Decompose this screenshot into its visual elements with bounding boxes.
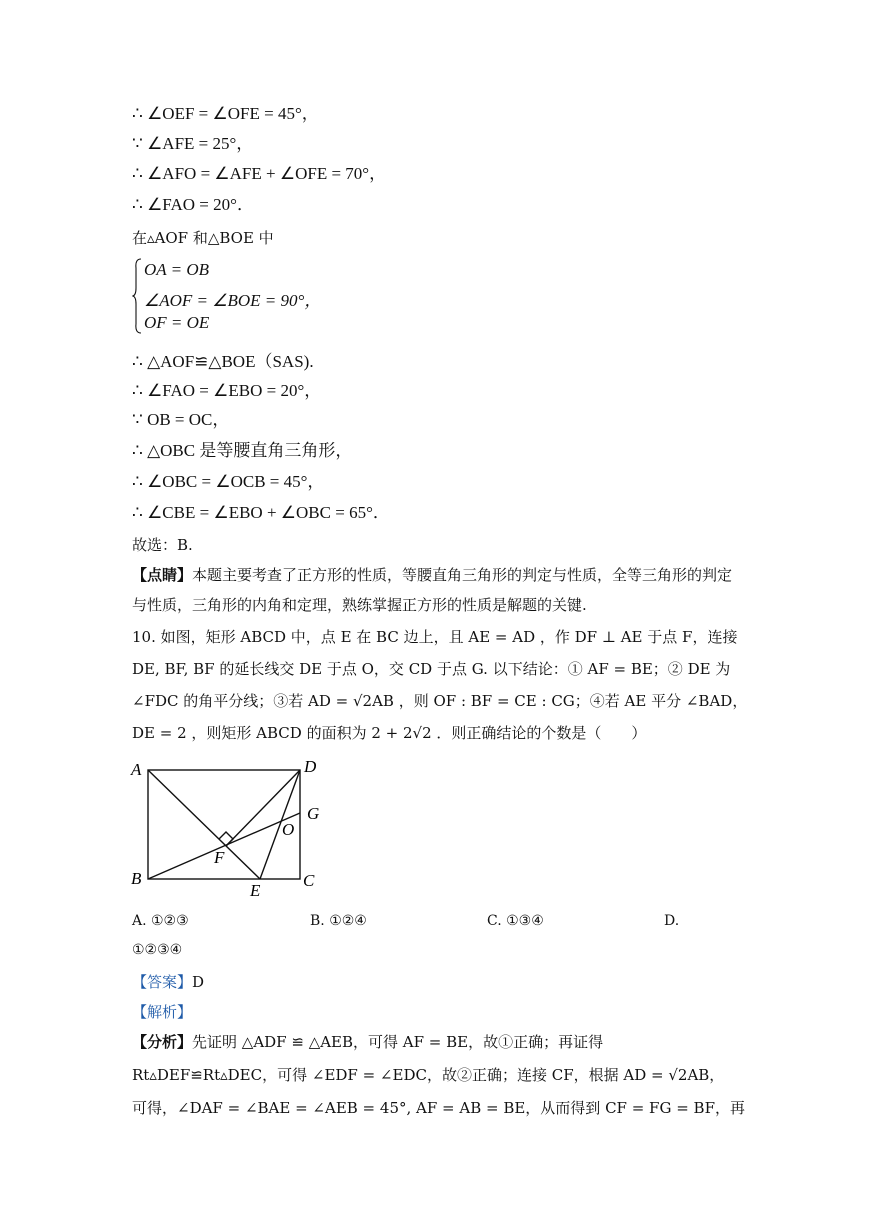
comment-line <box>132 565 732 585</box>
label-f: F <box>214 848 225 867</box>
solution-line: ∴ ∠OEF = ∠OFE = 45°， <box>132 104 319 123</box>
label-b: B <box>131 869 142 888</box>
solution-line: 故选：B. <box>132 536 193 554</box>
geometry-figure <box>125 755 330 900</box>
analysis-line: 可得，∠DAF = ∠BAE = ∠AEB = 45°, AF = AB = BE，从而得到 CF = FG = BF，再 <box>132 1099 745 1117</box>
solution-line: ∵ ∠AFE = 25°， <box>132 134 254 153</box>
analysis-line <box>132 1032 603 1052</box>
option-d: D. <box>664 913 680 929</box>
answer-value: D <box>192 973 205 991</box>
analysis-line: Rt▵DEF≌Rt▵DEC，可得 ∠EDF = ∠EDC，故②正确；连接 CF，根据 AD = √2AB， <box>132 1066 725 1084</box>
label-d: D <box>304 757 317 776</box>
solution-line: ∴ ∠FAO = 20°． <box>132 195 254 214</box>
solution-line: ∴ ∠AFO = ∠AFE + ∠OFE = 70°， <box>132 164 387 183</box>
equation-system <box>132 258 432 338</box>
label-o: O <box>282 820 295 839</box>
analysis-text: 先证明 △ADF ≌ △AEB，可得 AF = BE，故①正确；再证得 <box>192 1033 604 1051</box>
fenxi-tag: 【分析】 <box>132 1033 193 1051</box>
label-c: C <box>303 871 315 890</box>
right-angle-mark <box>219 832 233 846</box>
solution-line: ∴ ∠FAO = ∠EBO = 20°， <box>132 381 322 400</box>
label-g: G <box>307 804 320 823</box>
system-row: OF = OE <box>144 313 210 332</box>
segment-bg <box>148 813 300 879</box>
answer-line <box>132 972 204 992</box>
label-a: A <box>131 760 142 779</box>
solution-line: ∵ OB = OC， <box>132 410 230 429</box>
solution-line: ∴ △OBC 是等腰直角三角形， <box>132 441 353 460</box>
question-line: ∠FDC 的角平分线；③若 AD = √2AB ，则 OF : BF = CE : CG；④若 AE 平分 ∠BAD， <box>132 692 748 710</box>
option-a: A. ①②③ <box>132 913 189 929</box>
comment-line: 与性质，三角形的内角和定理，熟练掌握正方形的性质是解题的关键. <box>132 596 587 614</box>
answer-tag: 【答案】 <box>132 973 193 991</box>
solution-line: 在▵AOF 和△BOE 中 <box>132 229 274 247</box>
solution-line: ∴ ∠CBE = ∠EBO + ∠OBC = 65°． <box>132 503 390 522</box>
question-line: DE = 2 ，则矩形 ABCD 的面积为 2 + 2√2 ．则正确结论的个数是（ ） <box>132 724 647 742</box>
segment-ae <box>148 770 260 879</box>
comment-text: 本题主要考查了正方形的性质，等腰直角三角形的判定与性质，全等三角形的判定 <box>192 566 733 584</box>
option-b: B. ①②④ <box>310 913 367 929</box>
analysis-tag: 【解析】 <box>132 1003 193 1021</box>
option-d-content: ①②③④ <box>132 942 183 958</box>
solution-line: ∴ △AOF≌△BOE（SAS). <box>132 352 314 371</box>
question-line: DE, BF, BF 的延长线交 DE 于点 O，交 CD 于点 G. 以下结论：① AF = BE；② DE 为 <box>132 660 731 678</box>
option-c: C. ①③④ <box>487 913 544 929</box>
brace-icon <box>132 258 142 334</box>
label-e: E <box>250 881 261 900</box>
system-row: OA = OB <box>144 260 209 279</box>
system-row: ∠AOF = ∠BOE = 90°， <box>144 291 322 310</box>
question-line: 10. 如图，矩形 ABCD 中，点 E 在 BC 边上，且 AE = AD ，作 DF ⊥ AE 于点 F，连接 <box>132 628 738 646</box>
comment-tag: 【点睛】 <box>132 566 193 584</box>
solution-line: ∴ ∠OBC = ∠OCB = 45°， <box>132 472 325 491</box>
